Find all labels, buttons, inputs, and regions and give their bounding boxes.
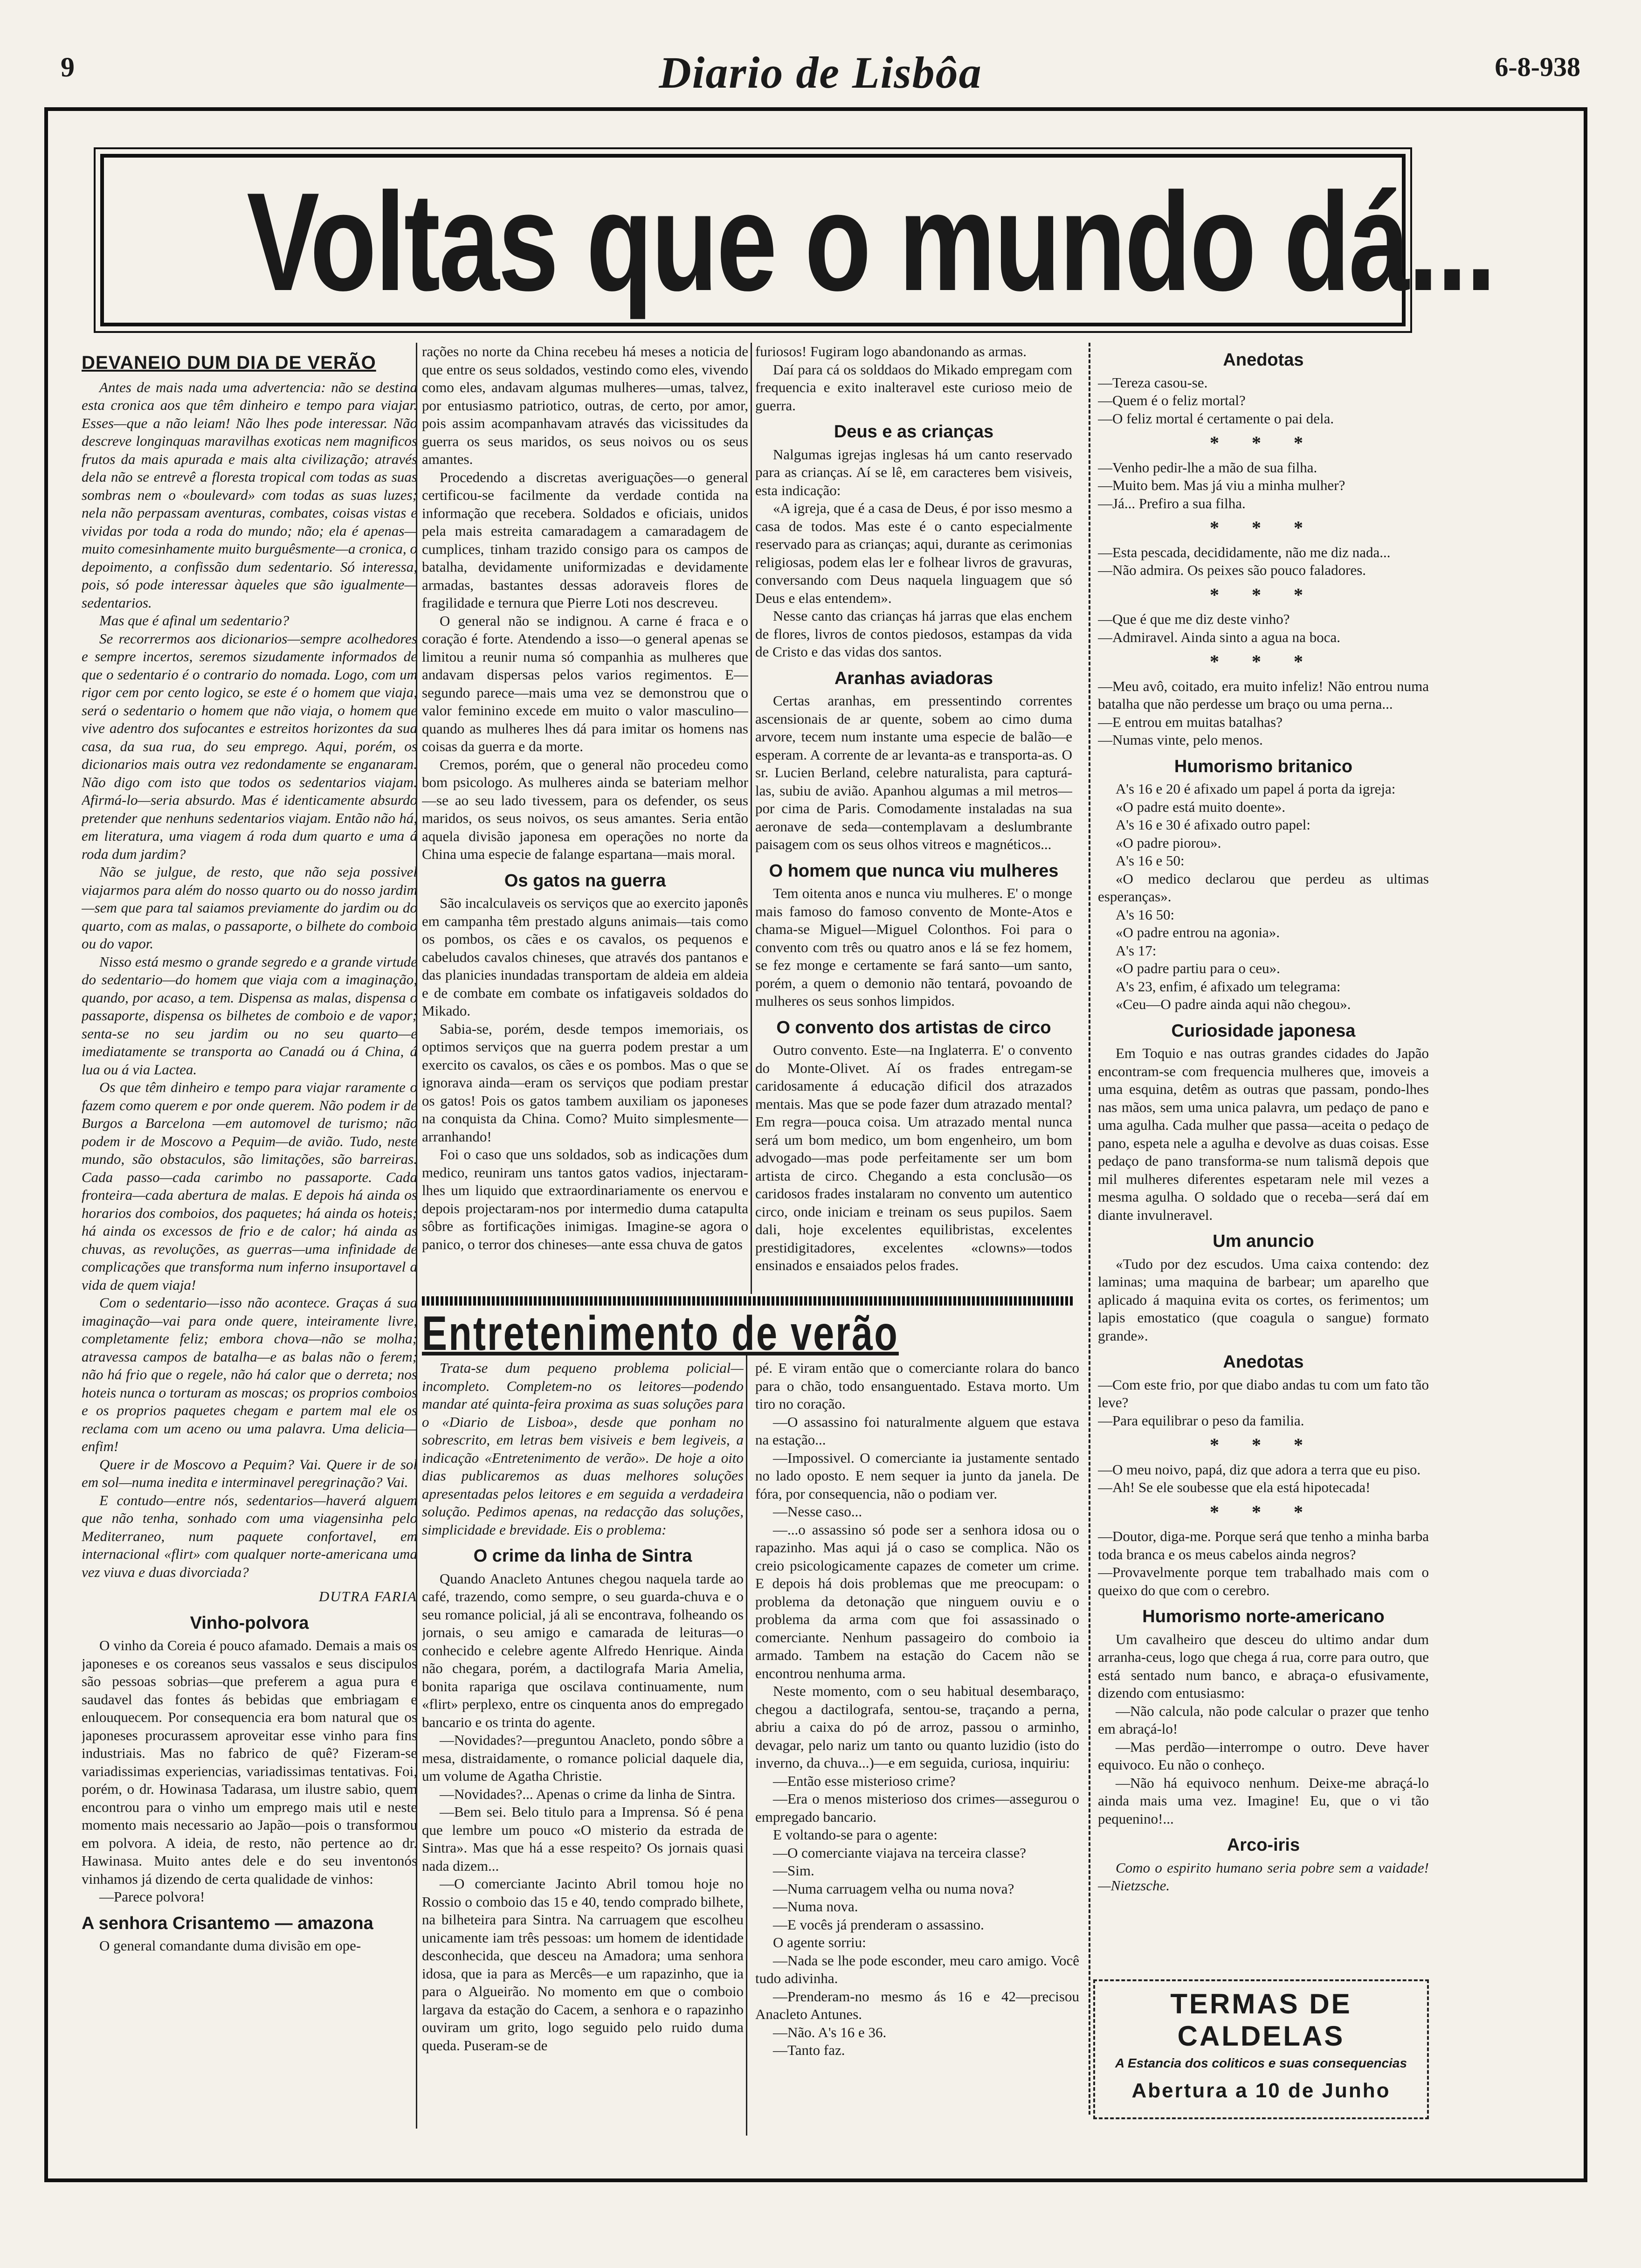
britanico-line: A's 23, enfim, é afixado um telegrama: — [1116, 978, 1341, 995]
crime-paragraph: —Nada se lhe pode esconder, meu caro amigo. Você tudo adivinha. — [755, 1952, 1079, 1986]
anedota-line: —O feliz mortal é certamente o pai dela. — [1098, 410, 1334, 427]
article-paragraph: rações no norte da China recebeu há meses a noticia de que entre os seus soldados, vestindo como eles, vivendo como eles, andavam algumas mulheres—umas, talvez, por entusiasmo patriotico, outras, de certo, por amor, pois assim acompanhavam através das vicissitudes da guerra os seus maridos, os seus noivos ou os seus amantes. — [422, 343, 748, 467]
separator-stars: * * * — [1210, 1434, 1317, 1455]
masthead — [61, 47, 1580, 98]
devaneio-paragraph: Antes de mais nada uma advertencia: não se destina esta cronica aos que têm dinheiro e tempo para viajar. Esses—que a não leiam! Não lhes pode interessar. Não descreve longinquas maravilhas exoticas nem magnificos frutos da mais apurada e mais alta civilização; através dela não se entrevê a floresta tropical com todas as suas sombras nem o «boulevard» com todas as suas luzes; nela não perpassam aventuras, combates, coisas vistas e vividas por toda a roda do mundo; não; ela é apenas—muito comesinhamente muito burguêsmente—a cronica, o depoimento, a confissão dum sedentario. Só interessa, pois, só pode interessar àqueles que são igualmente—sedentarios. — [82, 379, 417, 611]
crime-paragraph: —E vocês já prenderam o assassino. — [773, 1916, 984, 1933]
anedota-line: —Muito bem. Mas já viu a minha mulher? — [1098, 477, 1345, 493]
section-divider — [422, 1296, 1075, 1306]
britanico-line: A's 16 e 50: — [1116, 852, 1185, 869]
norte-americano-title: Humorismo norte-americano — [1142, 1607, 1385, 1626]
crime-paragraph: —Era o menos misterioso dos crimes—assegurou o empregado bancario. — [755, 1791, 1079, 1825]
gatos-title: Os gatos na guerra — [504, 871, 666, 891]
britanico-title: Humorismo britanico — [1174, 756, 1353, 776]
advert-opening: Abertura a 10 de Junho — [1131, 2079, 1391, 2102]
page-number: 9 — [61, 52, 75, 83]
crime-paragraph: —Novidades?... Apenas o crime da linha de Sintra. — [440, 1785, 736, 1802]
crime-paragraph: —Numa nova. — [773, 1898, 858, 1915]
headline-box — [100, 154, 1495, 326]
separator-stars: * * * — [1210, 517, 1317, 538]
column-four — [1098, 343, 1429, 1975]
article-paragraph: Procedendo a discretas averiguações—o general certificou-se facilmente da verdade contida na informação que recebera. Soldados e oficiais, unidos pela mais estreita camaradagem a camaradagem de cumplices, tinham trazido consigo para os campos de batalha, devidamente uniformizadas e devidamente armadas, bastantes dessas adoraveis flores de fragilidade e ternura que Pierre Loti nos descreveu. — [422, 469, 748, 611]
devaneio-title: DEVANEIO DUM DIA DE VERÃO — [82, 353, 376, 373]
devaneio-paragraph: Com o sedentario—isso não acontece. Graças á sua imaginação—vai para onde quere, inteiramente livre, completamente feliz; embora chova—não se molha; atravessa campos de batalha—e as balas não o ferem; não há frio que o regele, não há calor que o derreta; nos hoteis nunca o torturam as moscas; os proprios comboios e os proprios paquetes chegam e partem mal ele os reclama com um aceno ou uma palavra. Uma delicia—enfim! — [82, 1294, 417, 1454]
britanico-line: A's 17: — [1116, 942, 1157, 959]
norte-paragraph: Um cavalheiro que desceu do ultimo andar dum arranha-ceus, logo que chega á rua, corre para outro, que está sentado num banco, e abraça-o efusivamente, dizendo com entusiasmo: — [1098, 1631, 1429, 1701]
crime-title: O crime da linha de Sintra — [473, 1546, 692, 1566]
devaneio-paragraph: Os que têm dinheiro e tempo para viajar raramente o fazem como querem e por onde querem. Não podem ir de Burgos a Barcelona —em automovel de turismo; não podem ir de Moscovo a Pequim—de avião. Tudo, neste mundo, são obstaculos, são limitações, são barreiras. Cada passo—cada carimbo no passaporte. Cada fronteira—cada abertura de malas. E depois há ainda os horarios dos comboios, dos paquetes; há ainda os hoteis; há ainda os excessos de frio e de calor; há ainda as chuvas, as revoluções, as guerras—uma infinidade de complicações que transforma num inferno insuportavel a vida de quem viaja! — [82, 1079, 417, 1293]
anedota-line: —Para equilibrar o peso da familia. — [1098, 1412, 1304, 1429]
entretenimento-intro: Trata-se dum pequeno problema policial—incompleto. Completem-no os leitores—podendo mandar até quinta-feira proxima as suas soluções para o «Diario de Lisboa», desde que ponham no sobrescrito, em letras bem visiveis e bem legiveis, a indicação «Entretenimento de verão». De hoje a oito dias publicaremos as duas melhores soluções apresentadas pelos leitores e em seguida a verdadeira solução. Pedimos apenas, na redacção das soluções, simplicidade e brevidade. Eis o problema: — [422, 1360, 744, 1538]
japonesa-paragraph: Em Toquio e nas outras grandes cidades do Japão encontram-se com frequencia mulheres que, imoveis a uma esquina, detêm as outras que passam, pondo-lhes nas mãos, sem uma unica palavra, um pedaço de pano e uma agulha. Cada mulher que passa—aceita o pedaço de pano, espeta nele a agulha e devolve as duas coisas. Esse pedaço de pano transforma-se num talismã depois que mil mulheres diferentes espetaram nele mil vezes a mesma agulha. O soldado que o receba—será daí em diante invulneravel. — [1098, 1045, 1429, 1223]
norte-paragraph: —Não há equivoco nenhum. Deixe-me abraçá-lo ainda mais uma vez. Imagine! Eu, que o vi tão pequenino!... — [1098, 1774, 1429, 1827]
crime-paragraph: —Bem sei. Belo titulo para a Imprensa. Só é pena que lembre um pouco «O misterio da estrada de Sintra». Mas que há a esse respeito? Os jornais quasi nada dizem... — [422, 1804, 744, 1874]
arco-iris-title: Arco-iris — [1227, 1835, 1300, 1855]
crime-paragraph: —Numa carruagem velha ou numa nova? — [773, 1880, 1014, 1897]
anedota-line: —Provavelmente porque tem trabalhado mais com o queixo do que com o cerebro. — [1098, 1564, 1429, 1598]
circo-title: O convento dos artistas de circo — [776, 1017, 1051, 1037]
article-paragraph: Daí para cá os solddaos do Mikado empregam com frequencia e exito inalteravel este curioso meio de guerra. — [755, 361, 1072, 414]
norte-paragraph: —Não calcula, não pode calcular o prazer que tenho em abraçá-lo! — [1098, 1702, 1429, 1737]
aranhas-title: Aranhas aviadoras — [834, 668, 993, 688]
crime-paragraph: —Nesse caso... — [773, 1503, 862, 1520]
anedota-line: —Meu avô, coitado, era muito infeliz! Não entrou numa batalha que não perdesse um braço ou uma perna... — [1098, 678, 1429, 712]
anedota-line: —Não admira. Os peixes são pouco faladores. — [1098, 562, 1366, 578]
gatos-paragraph: Foi o caso que uns soldados, sob as indicações dum medico, reuniram uns tantos gatos vadios, injectaram-lhes um liquido que extraordinariamente os enervou e depois projectaram-nos por intermedio duma catapulta sôbre as fortificações inimigas. Imagine-se agora o panico, o terror dos chineses—ante essa chuva de gatos — [422, 1146, 748, 1252]
anedota-line: —Com este frio, por que diabo andas tu com um fato tão leve? — [1098, 1376, 1429, 1411]
issue-date: 6-8-938 — [1495, 52, 1580, 82]
article-paragraph: furiosos! Fugiram logo abandonando as armas. — [755, 343, 1027, 360]
aranhas-paragraph: Certas aranhas, em pressentindo correntes ascensionais de ar quente, sobem ao cimo duma arvore, tecem num instante uma especie de balão—e esperam. A corrente de ar levanta-as e transporta-as. O sr. Lucien Berland, celebre naturalista, para capturá-las, subiu de avião. Apanhou algumas a mil metros—por cima de Paris. Comodamente instaladas na sua aeronave de seda—contemplavam a deslumbrante paisagem com os seus olhos vitreos e magnéticos... — [755, 692, 1072, 852]
deus-paragraph: Nesse canto das crianças há jarras que elas enchem de flores, livros de contos piedosos, estampas da vida de Cristo e das vidas dos santos. — [755, 608, 1072, 660]
crime-paragraph: —Novidades?—preguntou Anacleto, pondo sôbre a mesa, distraidamente, o romance policial daquele dia, um volume de Agatha Christie. — [422, 1732, 744, 1784]
gatos-paragraph: São incalculaveis os serviços que ao exercito japonês em campanha têm prestado alguns animais—tais como os pombos, os cães e os cavalos, os pequenos e cabeludos cavalos chineses, que através dos pantanos e das planicies inundadas transportam de aldeia em aldeia e de combate em combate os infatigaveis soldados do Mikado. — [422, 895, 748, 1019]
crime-paragraph: —Prenderam-no mesmo ás 16 e 42—precisou Anacleto Antunes. — [755, 1988, 1079, 2022]
article-paragraph: O general não se indignou. A carne é fraca e o coração é forte. Atendendo a isso—o general apenas se limitou a reunir numa só companhia as mulheres que andavam dispersas pelos varios regimentos. E—segundo parece—mais uma vez se demonstrou que o valor feminino excede em muito o valor masculino—quando as mulheres lhes dá para imitar os homens nas coisas da guerra e da morte. — [422, 612, 748, 754]
column-two — [422, 343, 748, 1294]
crime-paragraph: —Não. A's 16 e 36. — [773, 2024, 887, 2040]
britanico-line: «O padre partiu para o ceu». — [1116, 960, 1280, 976]
crime-paragraph: —O comerciante Jacinto Abril tomou hoje no Rossio o comboio das 15 e 40, tendo comprado bilhete, na bilheteira para Sintra. Na carruagem que escolheu unicamente iam três pessoas: um homem de identidade desconhecida, que desceu na Amadora; uma senhora idosa, que ia para as Mercês—e um rapazinho, que ia para o Algueirão. No momento em que o comboio largava da estação do Cacem, a senhora e o rapazinho ouviram um grito, logo seguido pelo ruido duma queda. Puseram-se de — [422, 1875, 744, 2054]
crime-paragraph: —O comerciante viajava na terceira classe? — [773, 1844, 1027, 1861]
anedota-line: —Admiravel. Ainda sinto a agua na boca. — [1098, 629, 1340, 645]
britanico-line: «O padre está muito doente». — [1116, 798, 1286, 815]
anedota-line: —O meu noivo, papá, diz que adora a terra que eu piso. — [1098, 1461, 1421, 1478]
devaneio-paragraph: Não se julgue, de resto, que não seja possivel viajarmos para além do nosso quarto ou do nosso jardim—sem que para tal saiamos previamente do jardim ou do quarto, com as malas, o passaporte, o bilhete do comboio ou do vapor. — [82, 864, 417, 952]
advert-name: TERMAS DE CALDELAS — [1170, 1988, 1352, 2052]
anedotas2-title: Anedotas — [1223, 1352, 1304, 1372]
crisantemo-paragraph: O general comandante duma divisão em ope- — [99, 1937, 361, 1954]
deus-paragraph: Nalgumas igrejas inglesas há um canto reservado para as crianças. Aí se lê, em caracteres bem visiveis, esta indicação: — [755, 446, 1072, 498]
column-devaneio — [82, 347, 417, 2133]
anedota-line: —Esta pescada, decididamente, não me diz nada... — [1098, 544, 1391, 560]
advert-border — [1093, 1979, 1429, 2119]
devaneio-paragraph: Quere ir de Moscovo a Pequim? Vai. Quere ir de sol em sol—numa inedita e interminavel peregrinação? Vai. — [82, 1456, 417, 1490]
anuncio-paragraph: «Tudo por dez escudos. Uma caixa contendo: dez laminas; uma maquina de barbear; um aparelho que aplicado á maquina evita os cortes, os ferimentos; um lapis emostatico (que coagula o sangue) formato grande». — [1098, 1255, 1429, 1344]
crime-paragraph: Quando Anacleto Antunes chegou naquela tarde ao café, trazendo, como sempre, o seu guarda-chuva e o seu romance policial, já ali se encontrava, folheando os jornais, o seu amigo e camarada de leituras—o conhecido e celebre agente Alfredo Henrique. Ainda não chegara, porém, a dactilografa Maria Amelia, bonita rapariga que oscilava continuamente, num «flirt» perplexo, entre os cinquenta anos do empregado bancario e os trinta do agente. — [422, 1570, 744, 1730]
vinho-paragraph: —Parece polvora! — [99, 1888, 205, 1905]
crime-paragraph: —...o assassino só pode ser a senhora idosa ou o rapazinho. Mas aqui já o caso se complica. Não os creio psicologicamente capazes de cometer um crime. E depois há dois problemas que me preocupam: o problema da detonação que ninguem ouviu e o problema da arma com que foi assassinado o comerciante. Nenhum passageiro do comboio ia armado. Tambem na estação do Cacem não se encontrou nenhuma arma. — [755, 1521, 1079, 1681]
japonesa-title: Curiosidade japonesa — [1171, 1021, 1356, 1041]
crime-paragraph: Neste momento, com o seu habitual desembaraço, chegou a dactilografa, sentou-se, traçando a perna, abriu a caixa do pó de arroz, passou o arminho, devagar, pelo nariz um tanto ou quanto luzidio (isto do inverno, da chuva...)—e em seguida, curiosa, inquiriu: — [755, 1683, 1079, 1771]
column-three — [755, 343, 1072, 1294]
crime-paragraph: E voltando-se para o agente: — [773, 1826, 938, 1843]
main-headline: Voltas que o mundo dá... — [247, 163, 1495, 320]
crime-paragraph: pé. E viram então que o comerciante rolara do banco para o chão, todo ensanguentado. Estava morto. Um tiro no coração. — [755, 1360, 1079, 1412]
britanico-line: A's 16 50: — [1116, 906, 1175, 923]
britanico-line: «O padre piorou». — [1116, 834, 1221, 851]
britanico-line: A's 16 e 20 é afixado um papel á porta da igreja: — [1116, 781, 1396, 797]
vinho-paragraph: O vinho da Coreia é pouco afamado. Demais a mais os japoneses e os coreanos seus vassalos e seus discipulos são pessoas sobrias—que preferem a agua pura e saudavel das fontes ás bebidas que embriagam e enlouquecem. Por consequencia era bom natural que os japoneses procurassem aproveitar esse vinho para fins industriais. Mas no fabrico de quê? Fizeram-se variadissimas experiencias, variadissimas tentativas. Foi, porém, o dr. Howinasa Tadarasa, um ilustre sabio, quem encontrou para o vinho um emprego mais util e neste momento mais necessario ao Japão—pois o transformou em polvora. A ideia, de resto, não pertence ao dr. Hawinasa. Muito antes dele e do seu inventonós vinhamos já dizendo de certa qualidade de vinhos: — [82, 1637, 417, 1887]
circo-paragraph: Outro convento. Este—na Inglaterra. E' o convento do Monte-Olivet. Aí os frades entregam-se caridosamente á educação dificil dos atrazados mentais. Mas que se pode fazer dum atrazado mental? Em regra—pouca coisa. Um atrazado mental nunca será um bom medico, um bom engenheiro, um bom advogado—mas pode perfeitamente ser um bom artista de circo. Chegando a esta conclusão—os caridosos frades instalaram no convento um autentico circo, onde iniciam e treinam os seus pupilos. Saem dali, hoje excelentes equilibristas, excelentes prestidigitadores, excelentes «clowns»—todos ensinados e ensaiados pelos frades. — [755, 1042, 1072, 1273]
anedota-line: —Que é que me diz deste vinho? — [1098, 611, 1290, 627]
anedota-line: —Numas vinte, pelo menos. — [1098, 732, 1263, 748]
crime-paragraph: —Impossivel. O comerciante ia justamente sentado no lado oposto. E nem sequer ia junto da janela. De fóra, por consequencia, não o podiam ver. — [755, 1449, 1079, 1502]
anedota-line: —Quem é o feliz mortal? — [1098, 392, 1246, 408]
deus-paragraph: «A igreja, que é a casa de Deus, é por isso mesmo a casa de todos. Mas este é o canto especialmente reservado para as crianças; aqui, durante as cerimonias religiosas, podem elas ler e folhear livros de gravuras, conversando com Deus naquela linguagem que só Deus e elas entendem». — [755, 500, 1072, 606]
separator-stars: * * * — [1210, 651, 1317, 672]
anedota-line: —E entrou em muitas batalhas? — [1098, 713, 1282, 730]
norte-paragraph: —Mas perdão—interrompe o outro. Deve haver equivoco. Eu não o conheço. — [1098, 1738, 1429, 1773]
anedotas-title: Anedotas — [1223, 350, 1304, 370]
anedota-line: —Venho pedir-lhe a mão de sua filha. — [1098, 459, 1317, 476]
crime-paragraph: —Tanto faz. — [773, 2042, 845, 2058]
crime-paragraph: —Sim. — [773, 1862, 814, 1879]
britanico-line: «O medico declarou que perdeu as ultimas esperanças». — [1098, 870, 1429, 905]
devaneio-paragraph: Mas que é afinal um sedentario? — [99, 612, 290, 629]
separator-stars: * * * — [1210, 1501, 1317, 1522]
crime-paragraph: —Então esse misterioso crime? — [773, 1772, 956, 1789]
deus-title: Deus e as crianças — [834, 422, 994, 442]
anedota-line: —Doutor, diga-me. Porque será que tenho a minha barba toda branca e os meus cabelos ainda negros? — [1098, 1528, 1429, 1563]
vinho-polvora-title: Vinho-polvora — [190, 1613, 309, 1633]
devaneio-paragraph: Se recorrermos aos dicionarios—sempre acolhedores e sempre incertos, seremos sizudamente informados de que o sedentario é o contrario do nomada. Logo, com um rigor cem por cento logico, se este é o homem que viaja, será o sedentario o homem que não viaja, o homem que vive adentro dos sufocantes e estreitos horizontes da sua casa, da sua rua, do seu emprego. Aqui, porém, os dicionarios mais outra vez redondamente se enganaram. Não digo com isto que todos os sedentarios viajam. Afirmá-lo—seria absurdo. Mas é identicamente absurdo pretender que nenhuns sedentarios viajam. Então não há, em literatura, uma viagem á roda dum quarto e uma á roda dum jardim? — [82, 630, 417, 862]
column-entretenimento-b — [755, 1359, 1079, 2133]
author-signature: DUTRA FARIA — [318, 1588, 417, 1604]
britanico-line: A's 16 e 30 é afixado outro papel: — [1116, 816, 1310, 833]
gatos-paragraph: Sabia-se, porém, desde tempos imemoriais, os optimos serviços que na guerra podem prestar a um exercito os cavalos, os cães e os pombos. Mas o que se ignorava ainda—eram os serviços que podiam prestar os gatos! Pois os gatos tambem auxiliam os japoneses na conquista da China. Como? Muito simplesmente—arranhando! — [422, 1020, 748, 1145]
crime-paragraph: O agente sorriu: — [773, 1934, 866, 1950]
britanico-line: «Ceu—O padre ainda aqui não chegou». — [1116, 996, 1351, 1012]
entretenimento-title: Entretenimento de verão — [422, 1307, 899, 1361]
newspaper-title: Diario de Lisbôa — [659, 48, 982, 97]
anedota-line: —Já... Prefiro a sua filha. — [1098, 495, 1246, 512]
britanico-line: «O padre entrou na agonia». — [1116, 924, 1280, 940]
separator-stars: * * * — [1210, 432, 1317, 453]
termas-advert — [1093, 1979, 1429, 2119]
arco-iris-text: Como o espirito humano seria pobre sem a vaidade!—Nietzsche. — [1098, 1859, 1429, 1894]
devaneio-paragraph: Nisso está mesmo o grande segredo e a grande virtude do sedentario—do homem que viaja com a imaginação, quando, por acaso, a tem. Dispensa as malas, dispensa o passaporte, dispensa os bilhetes de comboio e de vapor; senta-se no seu jardim ou no seu quarto—e imediatamente se transporta ao Canadá ou á China, á lua ou á via Lactea. — [82, 953, 417, 1078]
crime-paragraph: —O assassino foi naturalmente alguem que estava na estação... — [755, 1413, 1079, 1448]
column-rule — [1089, 343, 1090, 2115]
anedota-line: —Tereza casou-se. — [1098, 374, 1208, 391]
devaneio-paragraph: E contudo—entre nós, sedentarios—haverá alguem que não tenha, sonhado com uma viagensinha pelo Mediterraneo, num paquete confortavel, em internacional «flirt» com qualquer norte-americana uma vez viuva e duas divorciada? — [82, 1492, 417, 1580]
column-rule — [746, 1352, 747, 2136]
column-entretenimento-a — [422, 1359, 744, 2133]
crisantemo-title: A senhora Crisantemo — amazona — [82, 1913, 373, 1933]
homem-title: O homem que nunca viu mulheres — [769, 861, 1059, 881]
separator-stars: * * * — [1210, 584, 1317, 605]
advert-slogan: A Estancia dos coliticos e suas consequencias — [1115, 2056, 1407, 2070]
column-rule — [751, 343, 752, 1294]
anuncio-title: Um anuncio — [1213, 1231, 1314, 1251]
anedota-line: —Ah! Se ele soubesse que ela está hipotecada! — [1098, 1479, 1371, 1495]
homem-paragraph: Tem oitenta anos e nunca viu mulheres. E' o monge mais famoso do famoso convento de Monte-Atos e chama-se Miguel—Miguel Colonthos. Foi para o convento com três ou quatro anos e lá se fez homem, se fez monge e certamente se fará santo—um santo, porém, a quem o demonio não tentará, povoando de mulheres os seus sonhos limpidos. — [755, 885, 1072, 1009]
article-paragraph: Cremos, porém, que o general não procedeu como bom psicologo. As mulheres ainda se bateriam melhor—se ao seu lado tivessem, para os defender, os seus maridos, os seus noivos, os seus amantes. Seria então aquela divisão japonesa em operações no norte da China uma especie de falange espartana—mais moral. — [422, 756, 748, 862]
